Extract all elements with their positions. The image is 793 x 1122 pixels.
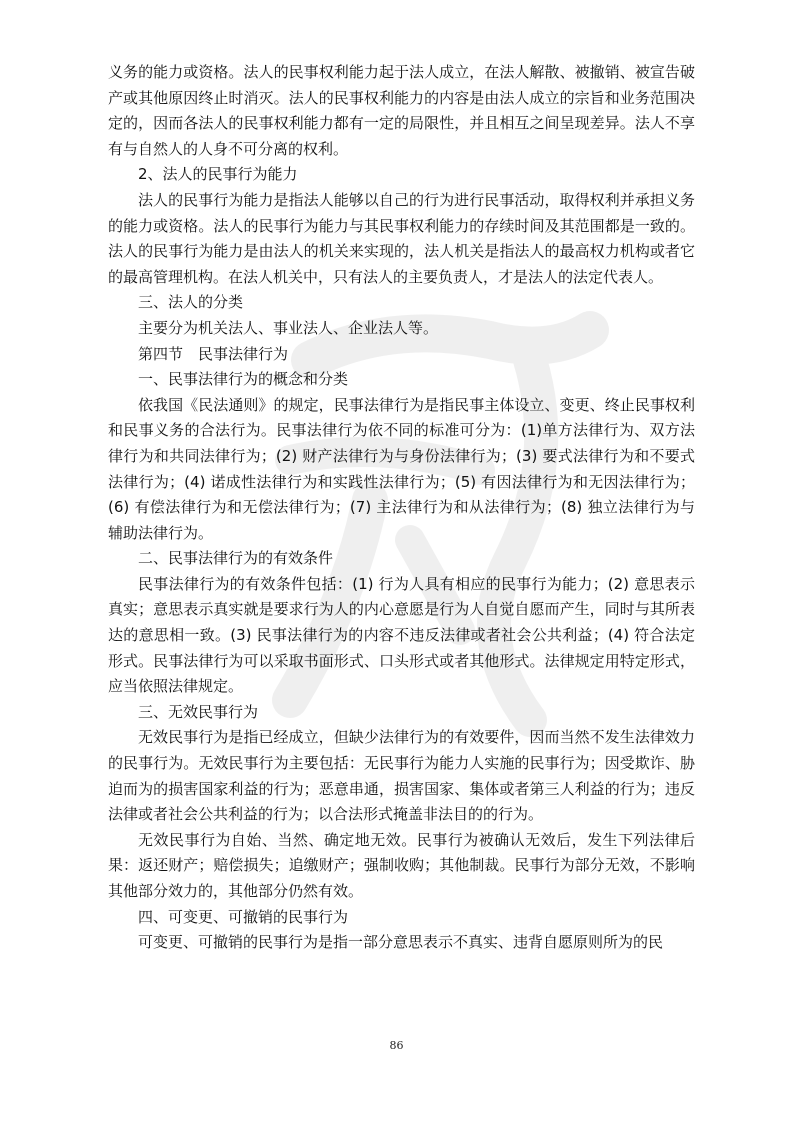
heading-validity-conditions: 二、民事法律行为的有效条件 bbox=[138, 549, 334, 568]
paragraph-concept-and-classification: 依我国《民法通则》的规定，民事法律行为是指民事主体设立、变更、终止民事权利和民事义务的合法行为。民事法律行为依不同的标准可分为：(1)单方法律行为、双方法律行为和共同法律行为；(2) 财产法律行为与身份法律行为；(3) 要式法律行为和不要式法律行为；(4) 诺成性法律行为和实践性法律行为；(5) 有因法律行为和无因法律行为；(6) 有偿法律行为和无偿法律行为；(7) 主法律行为和从法律行为；(8) 独立法律行为与辅助法律行为。 bbox=[108, 395, 695, 542]
paragraph-validity-conditions: 民事法律行为的有效条件包括：(1) 行为人具有相应的民事行为能力；(2) 意思表示真实；意思表示真实就是要求行为人的内心意愿是行为人自觉自愿而产生，同时与其所表达的意思相一致。(3) 民事法律行为的内容不违反法律或者社会公共利益；(4) 符合法定形式。民事法律行为可以采取书面形式、口头形式或者其他形式。法律规定用特定形式，应当依照法律规定。 bbox=[108, 574, 695, 696]
paragraph-civil-conduct-capacity: 法人的民事行为能力是指法人能够以自己的行为进行民事活动，取得权利并承担义务的能力或资格。法人的民事行为能力与其民事权利能力的存续时间及其范围都是一致的。法人的民事行为能力是由法人的机关来实现的，法人机关是指法人的最高权力机构或者它的最高管理机构。在法人机关中，只有法人的主要负责人，才是法人的法定代表人。 bbox=[108, 190, 695, 286]
paragraph-invalid-consequences: 无效民事行为自始、当然、确定地无效。民事行为被确认无效后，发生下列法律后果：返还财产；赔偿损失；追缴财产；强制收购；其他制裁。民事行为部分无效，不影响其他部分效力的，其他部分仍然有效。 bbox=[108, 830, 695, 900]
paragraph-invalid-civil-acts: 无效民事行为是指已经成立，但缺少法律行为的有效要件，因而当然不发生法律效力的民事行为。无效民事行为主要包括：无民事行为能力人实施的民事行为；因受欺诈、胁迫而为的损害国家利益的行为；恶意串通，损害国家、集体或者第三人利益的行为；违反法律或者社会公共利益的行为；以合法形式掩盖非法目的的行为。 bbox=[108, 728, 695, 824]
heading-legal-person-classification: 三、法人的分类 bbox=[138, 293, 244, 312]
document-body bbox=[108, 60, 695, 956]
page-number: 86 bbox=[389, 1039, 404, 1052]
paragraph-legal-capacity-rights-continued: 义务的能力或资格。法人的民事权利能力起于法人成立，在法人解散、被撤销、被宣告破产或其他原因终止时消灭。法人的民事权利能力的内容是由法人成立的宗旨和业务范围决定的，因而各法人的民事权利能力都有一定的局限性，并且相互之间呈现差异。法人不享有与自然人的人身不可分离的权利。 bbox=[108, 63, 695, 158]
heading-concept-and-classification: 一、民事法律行为的概念和分类 bbox=[138, 370, 349, 389]
heading-civil-conduct-capacity: 2、法人的民事行为能力 bbox=[138, 165, 298, 184]
paragraph-voidable-civil-acts: 可变更、可撤销的民事行为是指一部分意思表示不真实、违背自愿原则所为的民 bbox=[138, 933, 664, 952]
paragraph-legal-person-classification: 主要分为机关法人、事业法人、企业法人等。 bbox=[138, 318, 439, 337]
heading-voidable-civil-acts: 四、可变更、可撤销的民事行为 bbox=[138, 907, 349, 926]
heading-invalid-civil-acts: 三、无效民事行为 bbox=[138, 702, 259, 721]
heading-section-four: 第四节 民事法律行为 bbox=[138, 344, 289, 363]
